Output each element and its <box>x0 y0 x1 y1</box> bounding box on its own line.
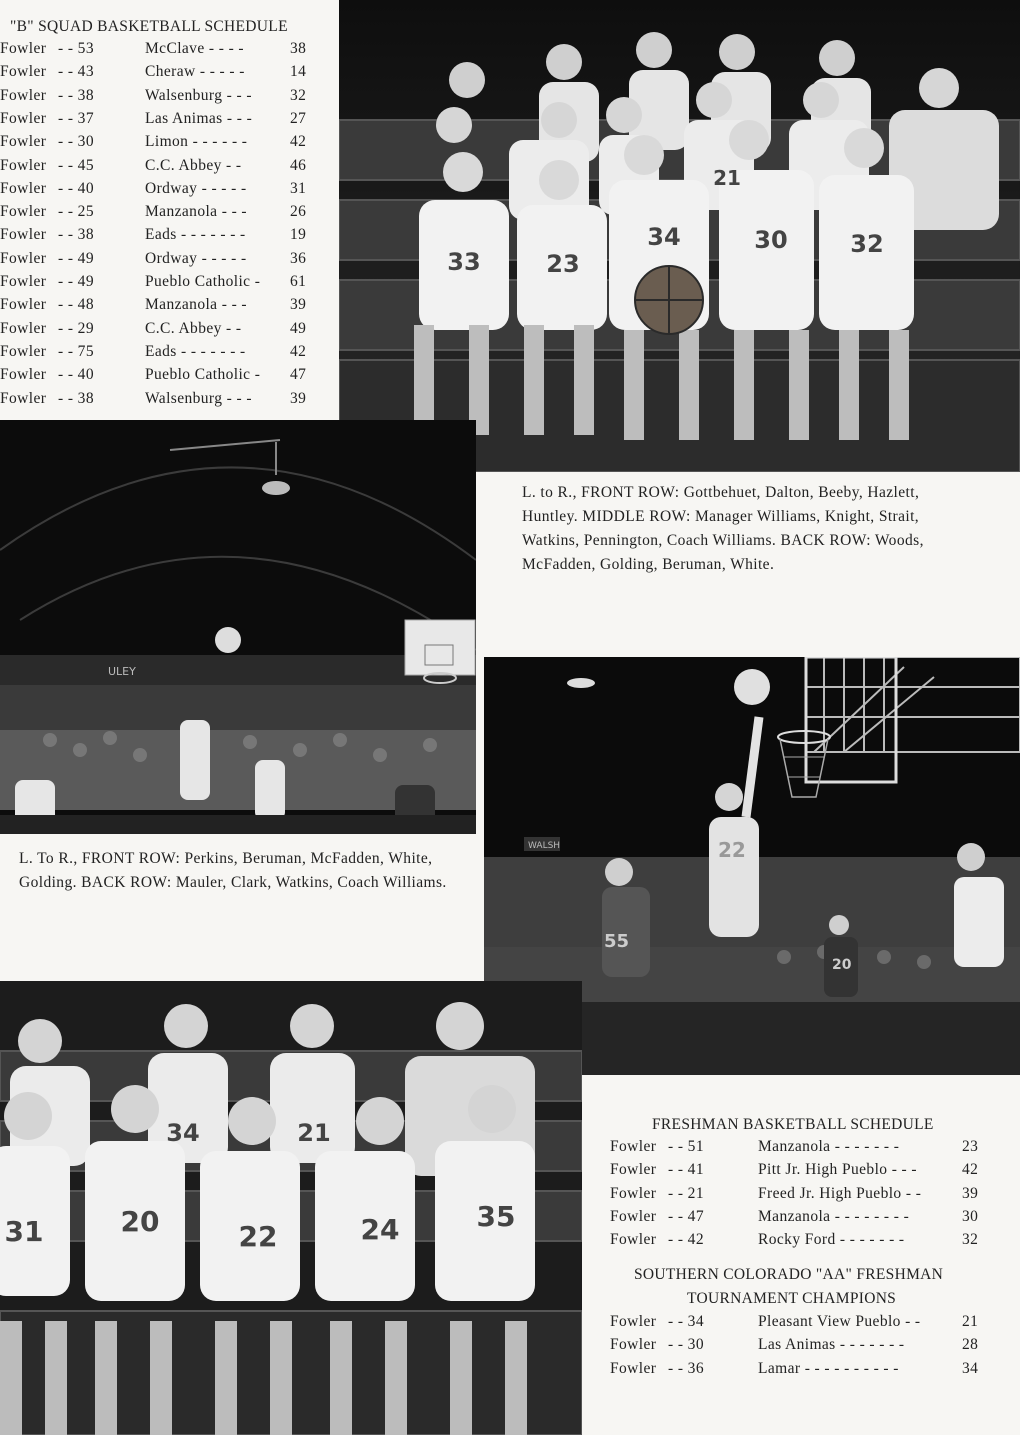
team-score: - - 37 <box>58 109 94 127</box>
team-score: - - 51 <box>668 1138 704 1155</box>
gym-banner: ULEY <box>108 665 136 678</box>
opponent-name: Las Animas - - - <box>145 109 253 127</box>
jersey-number: 33 <box>447 248 481 276</box>
opponent-score: 46 <box>290 156 307 174</box>
team-score: - - 38 <box>58 389 94 407</box>
jersey-number: 21 <box>297 1119 331 1147</box>
opponent-name: Walsenburg - - - <box>145 86 252 104</box>
team-score: - - 38 <box>58 226 94 244</box>
opponent-name: Manzanola - - - - - - - - <box>758 1207 910 1225</box>
b-squad-photo-caption: L. to R., FRONT ROW: Gottbehuet, Dalton, Beeby, Hazlett, Huntley. MIDDLE ROW: Manager Williams, Knight, Strait, Watkins, Pennington, Coach Williams. BACK ROW: Woods, McFadden, Golding, Beruman, White. <box>522 484 924 573</box>
opponent-name: Pueblo Catholic - <box>145 366 261 384</box>
schedule-row <box>0 133 330 156</box>
team-name: Fowler <box>0 296 47 314</box>
jersey-number: 22 <box>718 838 746 862</box>
team-name: Fowler <box>0 342 47 360</box>
team-name: Fowler <box>610 1313 657 1330</box>
team-name: Fowler <box>610 1184 657 1202</box>
freshman-schedule-title: FRESHMAN BASKETBALL SCHEDULE <box>652 1116 934 1133</box>
opponent-name: Pleasant View Pueblo - - <box>758 1313 921 1330</box>
opponent-score: 21 <box>962 1313 979 1330</box>
schedule-row <box>0 296 330 319</box>
team-name: Fowler <box>0 109 47 127</box>
schedule-row <box>0 40 330 63</box>
schedule-row <box>0 63 330 86</box>
schedule-row <box>0 157 330 180</box>
opponent-score: 14 <box>290 63 307 81</box>
team-name: Fowler <box>610 1359 657 1377</box>
opponent-score: 31 <box>290 179 307 197</box>
team-score: - - 49 <box>58 273 94 290</box>
b-squad-schedule <box>0 40 330 420</box>
tournament-schedule <box>600 1313 1000 1393</box>
opponent-name: Ordway - - - - - <box>145 249 247 267</box>
team-name: Fowler <box>610 1207 657 1225</box>
opponent-name: Limon - - - - - - <box>145 133 248 151</box>
opponent-name: Pueblo Catholic - <box>145 273 261 290</box>
team-name: Fowler <box>610 1231 657 1249</box>
team-name: Fowler <box>0 319 47 337</box>
team-name: Fowler <box>0 63 47 81</box>
team-score: - - 40 <box>58 179 94 197</box>
tournament-title-line-2: TOURNAMENT CHAMPIONS <box>687 1290 897 1307</box>
schedule-row <box>0 390 330 413</box>
schedule-row <box>600 1336 1000 1359</box>
team-name: Fowler <box>0 156 47 174</box>
schedule-row <box>0 366 330 389</box>
schedule-row <box>0 226 330 249</box>
schedule-row <box>0 87 330 110</box>
opponent-name: Rocky Ford - - - - - - - <box>758 1231 905 1249</box>
opponent-score: 23 <box>962 1138 979 1155</box>
opponent-name: Freed Jr. High Pueblo - - <box>758 1184 922 1202</box>
team-name: Fowler <box>610 1138 657 1155</box>
jersey-number: 32 <box>850 230 884 258</box>
schedule-row <box>0 110 330 133</box>
jersey-number: 34 <box>647 223 681 251</box>
schedule-row <box>0 250 330 273</box>
game-action-photo-left <box>0 420 476 834</box>
opponent-score: 27 <box>290 109 307 127</box>
team-score: - - 43 <box>58 63 94 81</box>
schedule-row <box>600 1138 1000 1161</box>
jersey-number: 23 <box>546 250 580 278</box>
gym-banner: WALSH <box>528 841 561 851</box>
team-score: - - 34 <box>668 1313 704 1330</box>
team-score: - - 45 <box>58 156 94 174</box>
team-name: Fowler <box>0 86 47 104</box>
jersey-number: 35 <box>476 1200 516 1233</box>
opponent-score: 19 <box>290 226 307 244</box>
team-name: Fowler <box>0 203 47 221</box>
schedule-row <box>0 273 330 296</box>
opponent-score: 39 <box>290 389 307 407</box>
schedule-row <box>600 1313 1000 1336</box>
b-squad-team-photo <box>339 0 1020 472</box>
schedule-row <box>0 320 330 343</box>
opponent-score: 36 <box>290 249 307 267</box>
opponent-score: 42 <box>962 1161 979 1179</box>
opponent-score: 47 <box>290 366 307 384</box>
opponent-name: C.C. Abbey - - <box>145 156 242 174</box>
schedule-row <box>600 1208 1000 1231</box>
jersey-number: 22 <box>238 1220 278 1253</box>
jersey-number: 55 <box>604 931 630 952</box>
team-score: - - 30 <box>668 1336 704 1354</box>
team-score: - - 29 <box>58 319 94 337</box>
jersey-number: 24 <box>360 1213 400 1246</box>
opponent-name: Manzanola - - - - - - - <box>758 1138 900 1155</box>
opponent-name: Las Animas - - - - - - - <box>758 1336 905 1354</box>
jersey-number: 21 <box>713 166 741 190</box>
team-name: Fowler <box>0 226 47 244</box>
jersey-number: 20 <box>832 957 852 973</box>
opponent-name: Manzanola - - - <box>145 296 247 314</box>
opponent-score: 32 <box>962 1231 979 1249</box>
team-score: - - 49 <box>58 249 94 267</box>
b-squad-schedule-title: "B" SQUAD BASKETBALL SCHEDULE <box>10 18 288 35</box>
opponent-name: Eads - - - - - - - <box>145 226 246 244</box>
opponent-name: Eads - - - - - - - <box>145 342 246 360</box>
team-name: Fowler <box>0 366 47 384</box>
schedule-row <box>600 1360 1000 1383</box>
opponent-score: 32 <box>290 86 307 104</box>
team-score: - - 41 <box>668 1161 704 1179</box>
opponent-name: Lamar - - - - - - - - - - <box>758 1359 899 1377</box>
jersey-number: 34 <box>166 1119 200 1147</box>
opponent-name: McClave - - - - <box>145 40 244 57</box>
schedule-row <box>600 1185 1000 1208</box>
opponent-score: 30 <box>962 1207 979 1225</box>
team-name: Fowler <box>0 133 47 151</box>
team-score: - - 25 <box>58 203 94 221</box>
tournament-title-line-1: SOUTHERN COLORADO "AA" FRESHMAN <box>634 1266 944 1283</box>
team-score: - - 30 <box>58 133 94 151</box>
jersey-number: 31 <box>4 1215 44 1248</box>
team-name: Fowler <box>0 389 47 407</box>
jersey-number: 30 <box>754 226 788 254</box>
team-score: - - 38 <box>58 86 94 104</box>
opponent-score: 61 <box>290 273 307 290</box>
team-name: Fowler <box>0 40 47 57</box>
opponent-name: Ordway - - - - - <box>145 179 247 197</box>
freshman-team-photo <box>0 981 582 1435</box>
opponent-name: Walsenburg - - - <box>145 389 252 407</box>
team-name: Fowler <box>610 1336 657 1354</box>
freshman-photo-caption: L. To R., FRONT ROW: Perkins, Beruman, McFadden, White, Golding. BACK ROW: Mauler, Clark, Watkins, Coach Williams. <box>19 850 447 891</box>
team-score: - - 42 <box>668 1231 704 1249</box>
schedule-row <box>600 1161 1000 1184</box>
team-score: - - 48 <box>58 296 94 314</box>
team-score: - - 53 <box>58 40 94 57</box>
opponent-name: Pitt Jr. High Pueblo - - - <box>758 1161 917 1179</box>
opponent-score: 38 <box>290 40 307 57</box>
opponent-score: 42 <box>290 133 307 151</box>
team-name: Fowler <box>0 179 47 197</box>
opponent-score: 39 <box>290 296 307 314</box>
team-score: - - 40 <box>58 366 94 384</box>
schedule-row <box>600 1231 1000 1254</box>
team-name: Fowler <box>0 249 47 267</box>
opponent-score: 42 <box>290 342 307 360</box>
opponent-name: Cheraw - - - - - <box>145 63 245 81</box>
schedule-row <box>0 203 330 226</box>
opponent-score: 49 <box>290 319 307 337</box>
team-name: Fowler <box>0 273 47 290</box>
team-score: - - 36 <box>668 1359 704 1377</box>
opponent-score: 26 <box>290 203 307 221</box>
schedule-row <box>0 180 330 203</box>
schedule-row <box>0 343 330 366</box>
opponent-score: 28 <box>962 1336 979 1354</box>
opponent-score: 39 <box>962 1184 979 1202</box>
jersey-number: 20 <box>120 1205 160 1238</box>
team-name: Fowler <box>610 1161 657 1179</box>
opponent-score: 34 <box>962 1359 979 1377</box>
team-score: - - 21 <box>668 1184 704 1202</box>
team-score: - - 47 <box>668 1207 704 1225</box>
opponent-name: Manzanola - - - <box>145 203 247 221</box>
freshman-schedule <box>600 1138 1000 1258</box>
opponent-name: C.C. Abbey - - <box>145 319 242 337</box>
team-score: - - 75 <box>58 342 94 360</box>
